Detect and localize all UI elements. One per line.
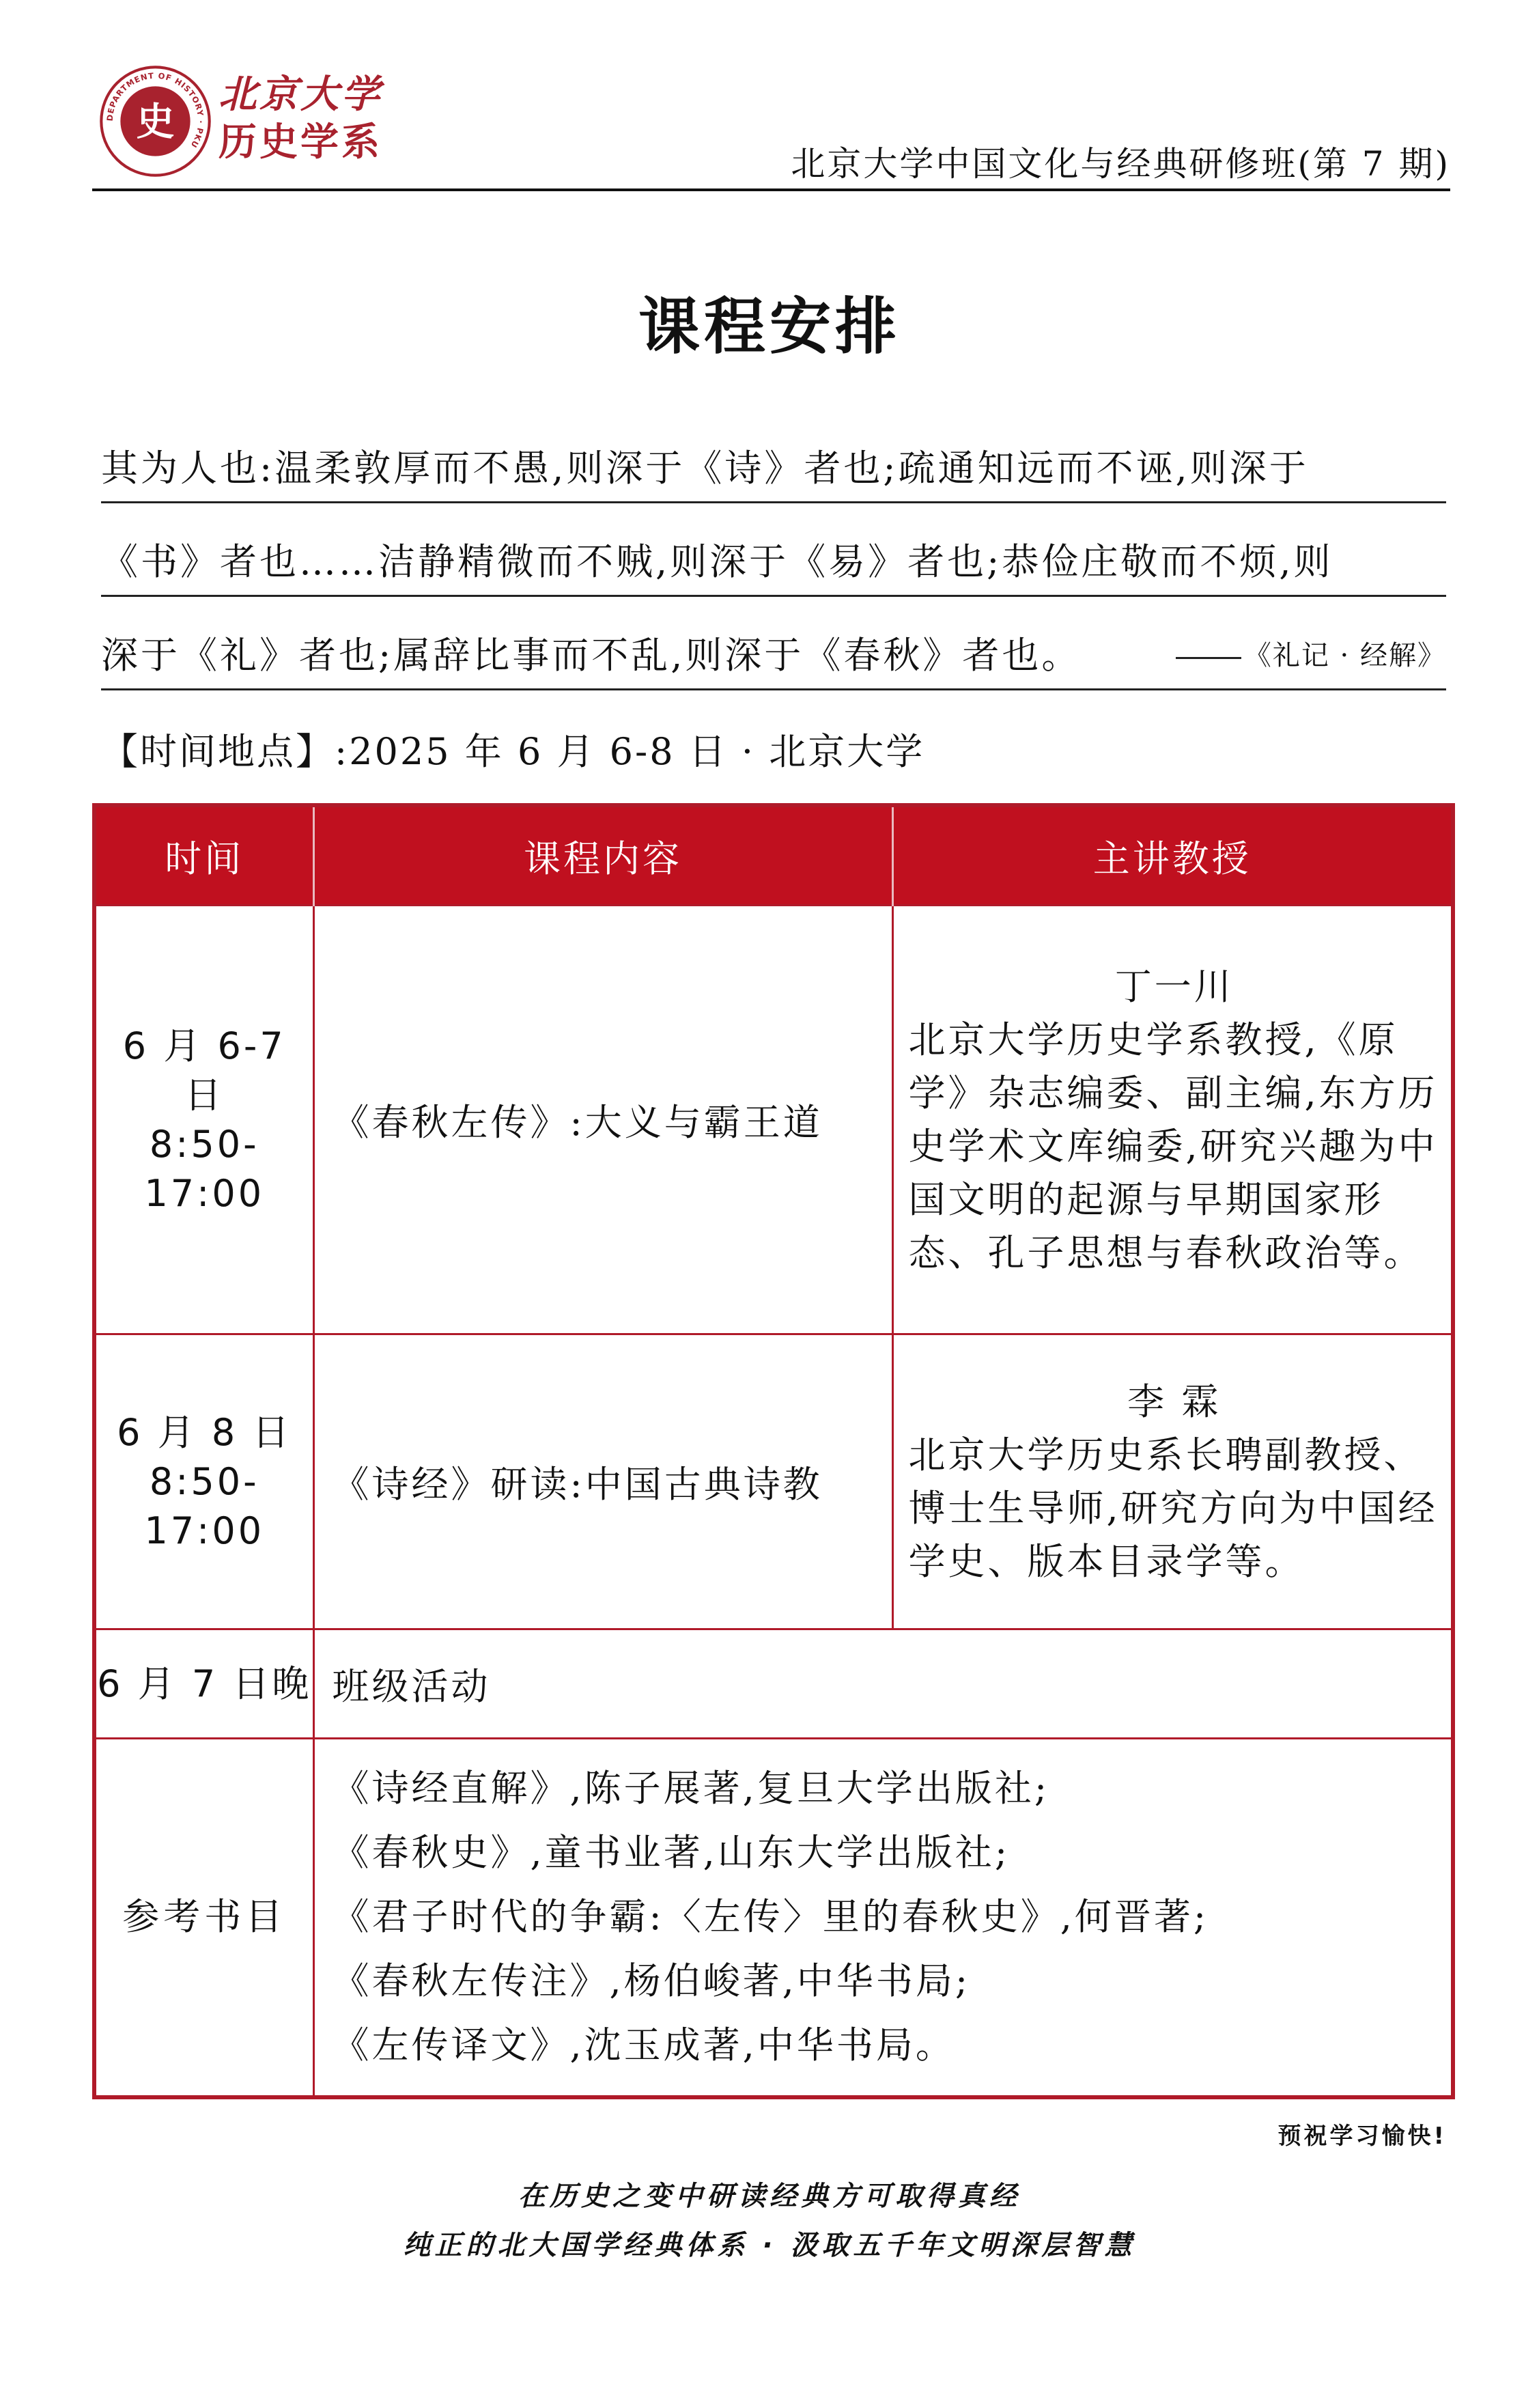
quote-line-1: 其为人也:温柔敦厚而不愚,则深于《诗》者也;疏通知远而不诬,则深于 — [101, 447, 1309, 490]
course-schedule-table — [92, 803, 1455, 2099]
seal-ring-text: DEPARTMENT OF HISTORY · PKU — [104, 70, 206, 150]
quote-line-2: 《书》者也……洁静精微而不贼,则深于《易》者也;恭俭庄敬而不烦,则 — [101, 540, 1333, 583]
professor-cell — [892, 1334, 1451, 1629]
book-item: 《君子时代的争霸:〈左传〉里的春秋史》,何晋著; — [332, 1895, 1209, 1939]
quote-line — [101, 410, 1446, 503]
reading-list — [313, 1739, 1451, 2095]
header-professor: 主讲教授 — [892, 807, 1451, 906]
table-row — [96, 906, 1451, 1334]
book-item: 《春秋史》,童书业著,山东大学出版社; — [332, 1831, 1011, 1875]
department-logo-text — [218, 71, 382, 167]
table-row — [96, 1334, 1451, 1629]
logo-university-name: 北京大学 — [218, 72, 382, 117]
session-hours: 8:50-17:00 — [144, 1459, 265, 1552]
table-row — [96, 1629, 1451, 1739]
book-item: 《春秋左传注》,杨伯峻著,中华书局; — [332, 1959, 971, 2003]
seal-center-glyph: 史 — [136, 100, 175, 145]
page-header — [0, 0, 1539, 198]
professor-cell — [892, 906, 1451, 1334]
session-date: 6 月 8 日 — [117, 1410, 292, 1454]
quote-source — [1172, 635, 1446, 676]
table-row — [96, 1739, 1451, 2095]
activity-time: 6 月 7 日晚 — [96, 1629, 313, 1739]
quote-dash — [1176, 657, 1241, 659]
quote-line — [101, 503, 1446, 597]
page-footer — [0, 2172, 1539, 2270]
table-header-row — [96, 807, 1451, 906]
professor-name: 丁一川 — [1114, 964, 1234, 1008]
header-time: 时间 — [96, 807, 313, 906]
book-item: 《左传译文》,沈玉成著,中华书局。 — [332, 2024, 955, 2067]
pku-history-seal-icon — [99, 65, 212, 178]
activity-content: 班级活动 — [313, 1629, 1451, 1739]
session-hours: 8:50-17:00 — [144, 1122, 265, 1215]
time-place: 【时间地点】:2025 年 6 月 6-8 日 · 北京大学 — [101, 730, 925, 773]
logo-department-name: 历史学系 — [218, 120, 382, 165]
course-content: 《春秋左传》:大义与霸王道 — [313, 906, 892, 1334]
session-time — [96, 1334, 313, 1629]
book-item: 《诗经直解》,陈子展著,复旦大学出版社; — [332, 1767, 1050, 1810]
program-title: 北京大学中国文化与经典研修班(第 7 期) — [791, 144, 1450, 184]
header-divider — [92, 188, 1450, 191]
closing-wish: 预祝学习愉快! — [1277, 2123, 1447, 2150]
session-date: 6 月 6-7 日 — [122, 1024, 286, 1117]
professor-name: 李 霖 — [1127, 1380, 1222, 1423]
quote-line — [101, 597, 1446, 690]
session-time — [96, 906, 313, 1334]
professor-bio: 北京大学历史系长聘副教授、博士生导师,研究方向为中国经学史、版本目录学等。 — [908, 1433, 1438, 1583]
footer-slogan-2: 纯正的北大国学经典体系 · 汲取五千年文明深层智慧 — [403, 2230, 1136, 2261]
course-content: 《诗经》研读:中国古典诗教 — [313, 1334, 892, 1629]
header-content: 课程内容 — [313, 807, 892, 906]
quote-line-3: 深于《礼》者也;属辞比事而不乱,则深于《春秋》者也。 — [101, 634, 1082, 677]
quote-source-title: 《礼记 · 经解》 — [1243, 640, 1446, 671]
page-title: 课程安排 — [638, 291, 901, 363]
footer-slogan-1: 在历史之变中研读经典方可取得真经 — [518, 2181, 1021, 2212]
professor-bio: 北京大学历史学系教授,《原学》杂志编委、副主编,东方历史学术文库编委,研究兴趣为中国文明的起源与早期国家形态、孔子思想与春秋政治等。 — [908, 1018, 1438, 1274]
reading-list-label: 参考书目 — [96, 1739, 313, 2095]
classic-quote — [101, 410, 1446, 690]
